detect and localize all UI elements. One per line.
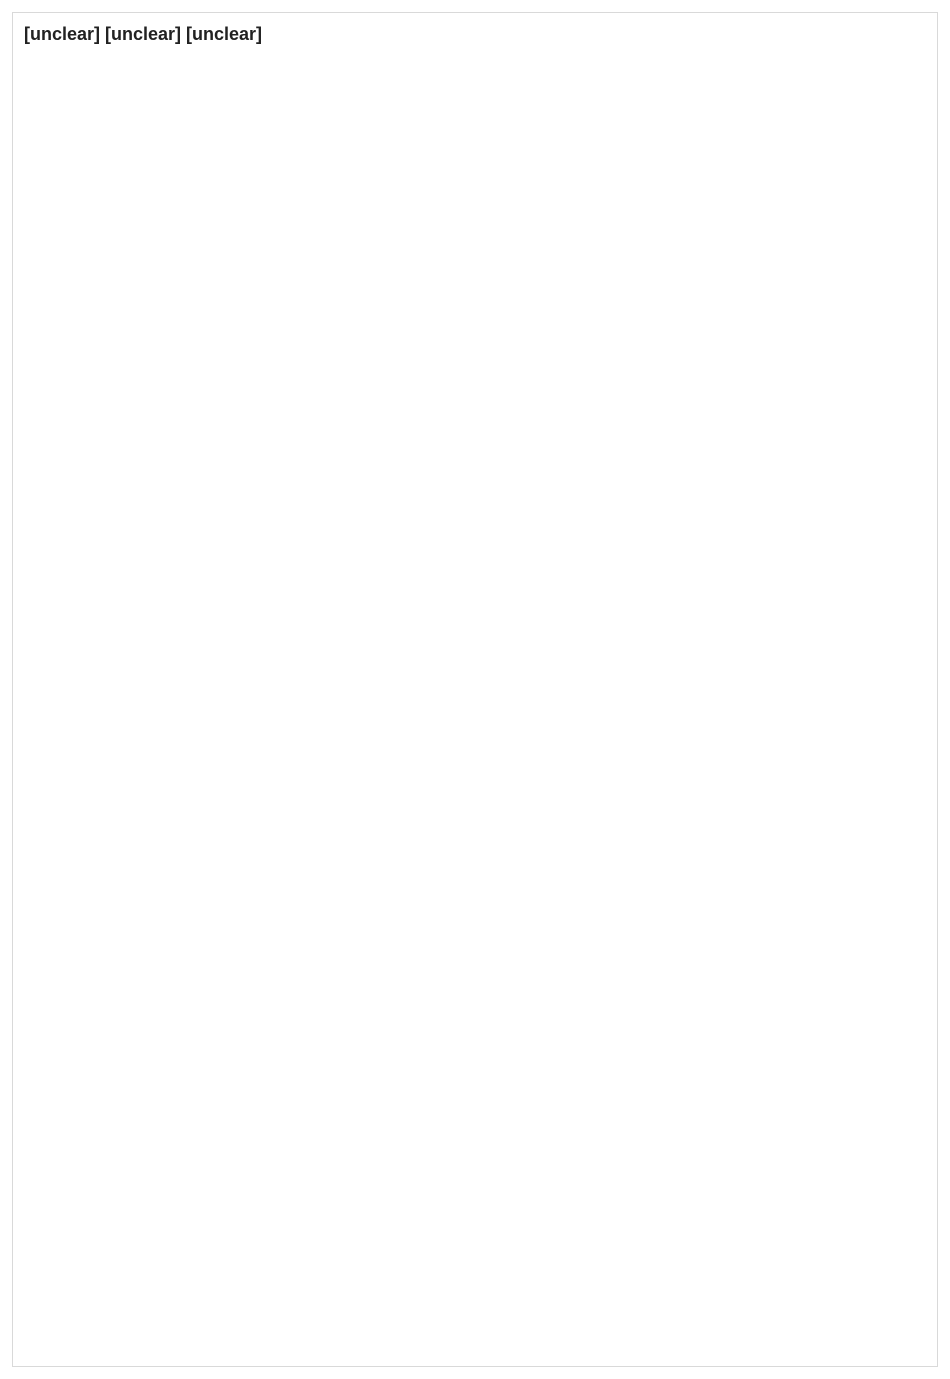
page-title: [unclear] [unclear] [unclear]: [24, 24, 263, 44]
page-frame: [12, 12, 938, 1367]
